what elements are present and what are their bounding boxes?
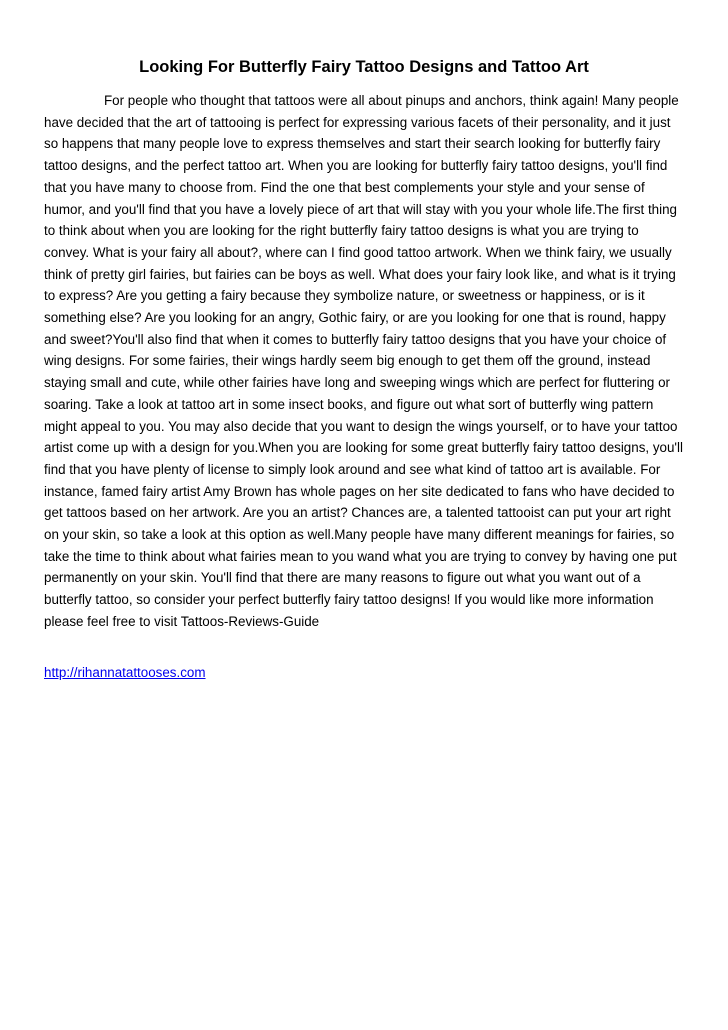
body-paragraph: For people who thought that tattoos were all about pinups and anchors, think again! Many people have decided that the art of tattooing is perfect for expressing various facets of their personality, and it just so happens that many people love to express themselves and start their search looking for butterfly fairy tattoo designs, and the perfect tattoo art. When you are looking for butterfly fairy tattoo designs, you'll find that you have many to choose from. Find the one that best complements your style and your sense of humor, and you'll find that you have a lovely piece of art that will stay with you your whole life.The first thing to think about when you are looking for the right butterfly fairy tattoo designs is what you are trying to convey. What is your fairy all about?, where can I find good tattoo artwork. When we think fairy, we usually think of pretty girl fairies, but fairies can be boys as well. What does your fairy look like, and what is it trying to express? Are you getting a fairy because they symbolize nature, or sweetness or happiness, or is it something else? Are you looking for an angry, Gothic fairy, or are you looking for one that is round, happy and sweet?You'll also find that when it comes to butterfly fairy tattoo designs that you have your choice of wing designs. For some fairies, their wings hardly seem big enough to get them off the ground, instead staying small and cute, while other fairies have long and sweeping wings which are perfect for fluttering or soaring. Take a look at tattoo art in some insect books, and figure out what sort of butterfly wing pattern might appeal to you. You may also decide that you want to design the wings yourself, or to have your tattoo artist come up with a design for you.When you are looking for some great butterfly fairy tattoo designs, you'll find that you have plenty of license to simply look around and see what kind of tattoo art is available. For instance, famed fairy artist Amy Brown has whole pages on her site dedicated to fans who have decided to get tattoos based on her artwork. Are you an artist? Chances are, a talented tattooist can put your art right on your skin, so take a look at this option as well.Many people have many different meanings for fairies, so take the time to think about what fairies mean to you wand what you are trying to convey by having one put permanently on your skin. You'll find that there are many reasons to figure out what you want out of a butterfly tattoo, so consider your perfect butterfly fairy tattoo designs! If you would like more information please feel free to visit Tattoos-Reviews-Guide xyxy=(44,93,683,629)
document-title: Looking For Butterfly Fairy Tattoo Designs and Tattoo Art xyxy=(139,58,589,76)
website-link[interactable]: http://rihannatattooses.com xyxy=(44,665,206,680)
